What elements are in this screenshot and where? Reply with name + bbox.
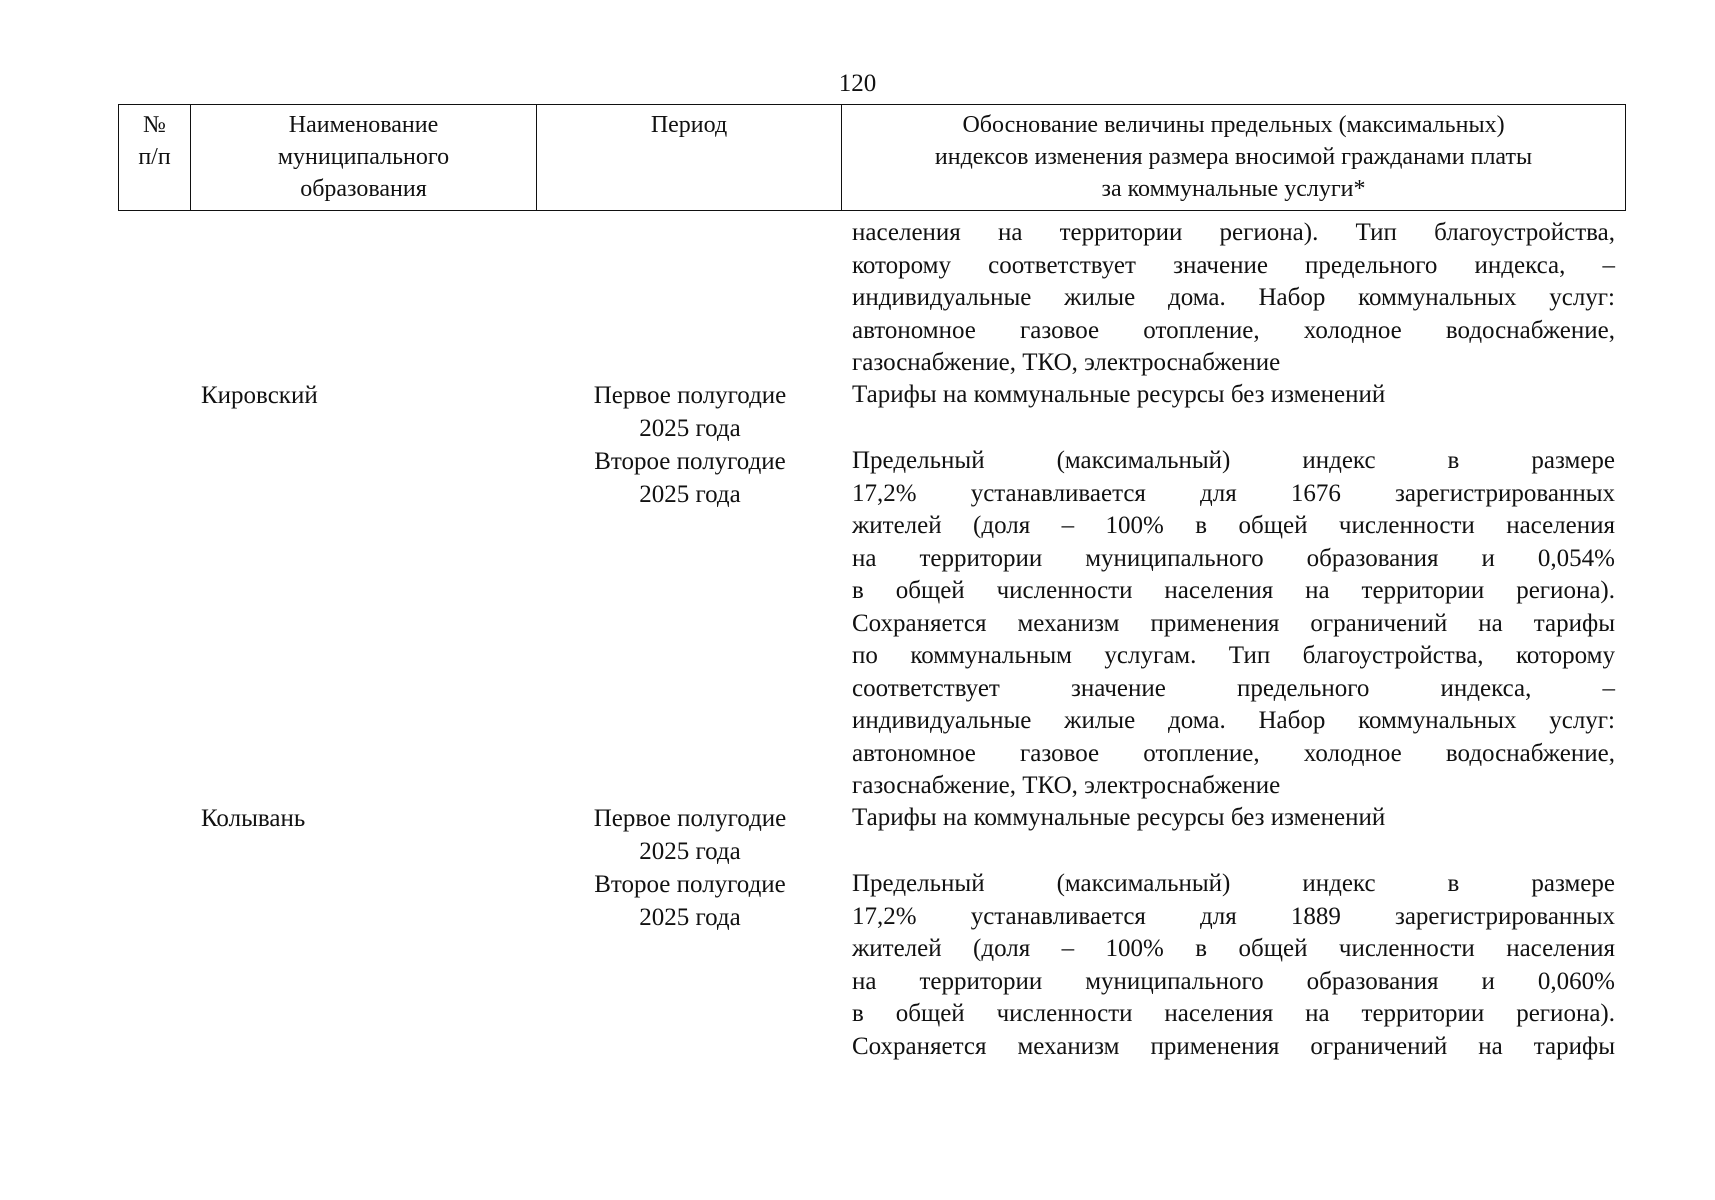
text-line: Предельный (максимальный) индекс в размере	[852, 870, 1615, 897]
header-number-line: №	[143, 112, 166, 138]
text-line: автономное газовое отопление, холодное водоснабжение,	[852, 739, 1615, 767]
text-line: жителей (доля – 100% в общей численности населения	[852, 935, 1615, 962]
municipality-name: Колывань	[201, 805, 306, 832]
page-number: 120	[838, 70, 877, 97]
header-number-line: п/п	[138, 144, 171, 170]
period-line: Второе полугодие	[594, 871, 786, 898]
period-line: Первое полугодие	[593, 382, 787, 409]
header-basis-line: Обоснование величины предельных (максимальных)	[962, 112, 1505, 138]
period-second-half	[560, 445, 820, 511]
text-line: которому соответствует значение предельного индекса, –	[852, 251, 1615, 279]
text-line: индивидуальные жилые дома. Набор коммунальных услуг:	[852, 707, 1615, 734]
text-line: 17,2% устанавливается для 1889 зарегистрированных	[852, 902, 1615, 930]
period-line: 2025 года	[639, 481, 741, 508]
basis-text-first-half	[852, 802, 1615, 835]
continuation-text	[852, 217, 1615, 380]
text-line: соответствует значение предельного индекса, –	[852, 674, 1615, 702]
text-line: газоснабжение, ТКО, электроснабжение	[852, 772, 1281, 799]
period-line: Второе полугодие	[594, 448, 786, 475]
text-line: по коммунальным услугам. Тип благоустройства, которому	[852, 642, 1615, 669]
header-basis-line: за коммунальные услуги*	[1101, 176, 1366, 202]
text-line: Сохраняется механизм применения ограничений на тарифы	[852, 609, 1615, 637]
text-line: 17,2% устанавливается для 1676 зарегистрированных	[852, 479, 1615, 507]
header-municipality-line: образования	[300, 176, 427, 202]
text-line: в общей численности населения на территории региона).	[852, 1000, 1615, 1027]
text-line: Тарифы на коммунальные ресурсы без изменений	[852, 381, 1386, 408]
text-line: автономное газовое отопление, холодное водоснабжение,	[852, 316, 1615, 344]
municipality-name: Кировский	[201, 382, 318, 409]
header-period-line: Период	[650, 112, 728, 138]
basis-text-first-half	[852, 379, 1615, 412]
text-line: в общей численности населения на территории региона).	[852, 577, 1615, 604]
text-line: Сохраняется механизм применения ограничений на тарифы	[852, 1032, 1615, 1060]
header-municipality-line: Наименование	[288, 112, 439, 138]
text-line: жителей (доля – 100% в общей численности населения	[852, 512, 1615, 539]
text-line: на территории муниципального образования и 0,060%	[852, 967, 1615, 995]
header-basis-line: индексов изменения размера вносимой гражданами платы	[934, 144, 1533, 170]
period-second-half	[560, 868, 820, 934]
header-municipality-line: муниципального	[277, 144, 450, 170]
period-line: 2025 года	[639, 415, 741, 442]
period-first-half	[560, 379, 820, 445]
text-line: населения на территории региона). Тип благоустройства,	[852, 219, 1615, 246]
text-line: Предельный (максимальный) индекс в размере	[852, 447, 1615, 474]
period-line: 2025 года	[639, 904, 741, 931]
text-line: индивидуальные жилые дома. Набор коммунальных услуг:	[852, 284, 1615, 311]
text-line: газоснабжение, ТКО, электроснабжение	[852, 349, 1281, 376]
basis-text-second-half	[852, 868, 1615, 1063]
text-line: Тарифы на коммунальные ресурсы без изменений	[852, 804, 1386, 831]
text-line: на территории муниципального образования и 0,054%	[852, 544, 1615, 572]
period-first-half	[560, 802, 820, 868]
basis-text-second-half	[852, 445, 1615, 803]
period-line: Первое полугодие	[593, 805, 787, 832]
period-line: 2025 года	[639, 838, 741, 865]
